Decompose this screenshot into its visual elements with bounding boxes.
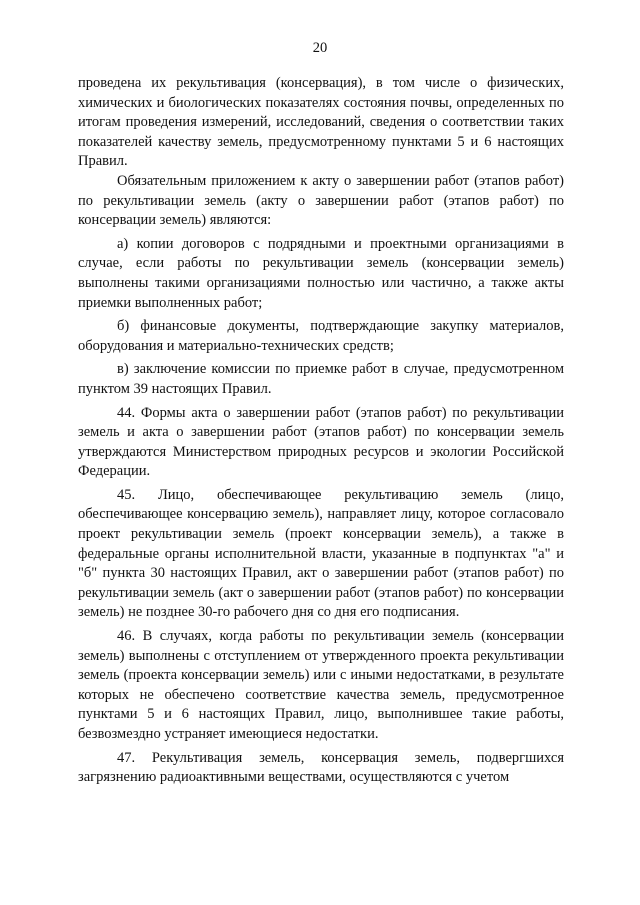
paragraph-item-a: а) копии договоров с подрядными и проектными организациями в случае, если работы по рекультивации земель (консервации земель) выполнены такими организациями полностью или частично, а также акты приемки выполненных работ; xyxy=(78,235,564,311)
paragraph-attachments-intro: Обязательным приложением к акту о завершении работ (этапов работ) по рекультивации земель (акту о завершении работ (этапов работ) по консервации земель) являются: xyxy=(78,172,564,229)
paragraph-item-v: в) заключение комиссии по приемке работ в случае, предусмотренном пунктом 39 настоящих Правил. xyxy=(78,361,564,397)
paragraph-46: 46. В случаях, когда работы по рекультивации земель (консервации земель) выполнены с отступлением от утвержденного проекта рекультивации земель (проекта консервации земель) или с иными недостатками, в результате которых не обеспечено соответствие качества земель, предусмотренное пунктами 5 и 6 настоящих Правил, лицо, выполнившее такие работы, безвозмездно устраняет имеющиеся недостатки. xyxy=(78,628,564,742)
paragraph-continuation: проведена их рекультивация (консервация), в том числе о физических, химических и биологических показателях состояния почвы, определенных по итогам проведения измерений, исследований, сведения о соответствии таких показателей качеству земель, предусмотренному пунктами 5 и 6 настоящих Правил. xyxy=(78,75,564,170)
paragraph-44: 44. Формы акта о завершении работ (этапов работ) по рекультивации земель и акта о завершении работ (этапов работ) по консервации земель утверждаются Министерством природных ресурсов и экологии Российской Федерации. xyxy=(78,404,564,480)
paragraph-item-b: б) финансовые документы, подтверждающие закупку материалов, оборудования и материально-технических средств; xyxy=(78,318,564,354)
page-number: 20 xyxy=(312,40,328,56)
paragraph-45: 45. Лицо, обеспечивающее рекультивацию земель (лицо, обеспечивающее консервацию земель), направляет лицу, которое согласовало проект рекультивации земель (проект консервации земель), а также в федеральные органы исполнительной власти, указанные в подпунктах "а" и "б" пункта 30 настоящих Правил, акт о завершении работ (этапов работ) по рекультивации земель (акт о завершении работ (этапов работ) по консервации земель) не позднее 30-го рабочего дня со дня его подписания. xyxy=(78,486,564,621)
paragraph-47: 47. Рекультивация земель, консервация земель, подвергшихся загрязнению радиоактивными веществами, осуществляются с учетом xyxy=(78,749,564,786)
document-body xyxy=(78,74,564,788)
